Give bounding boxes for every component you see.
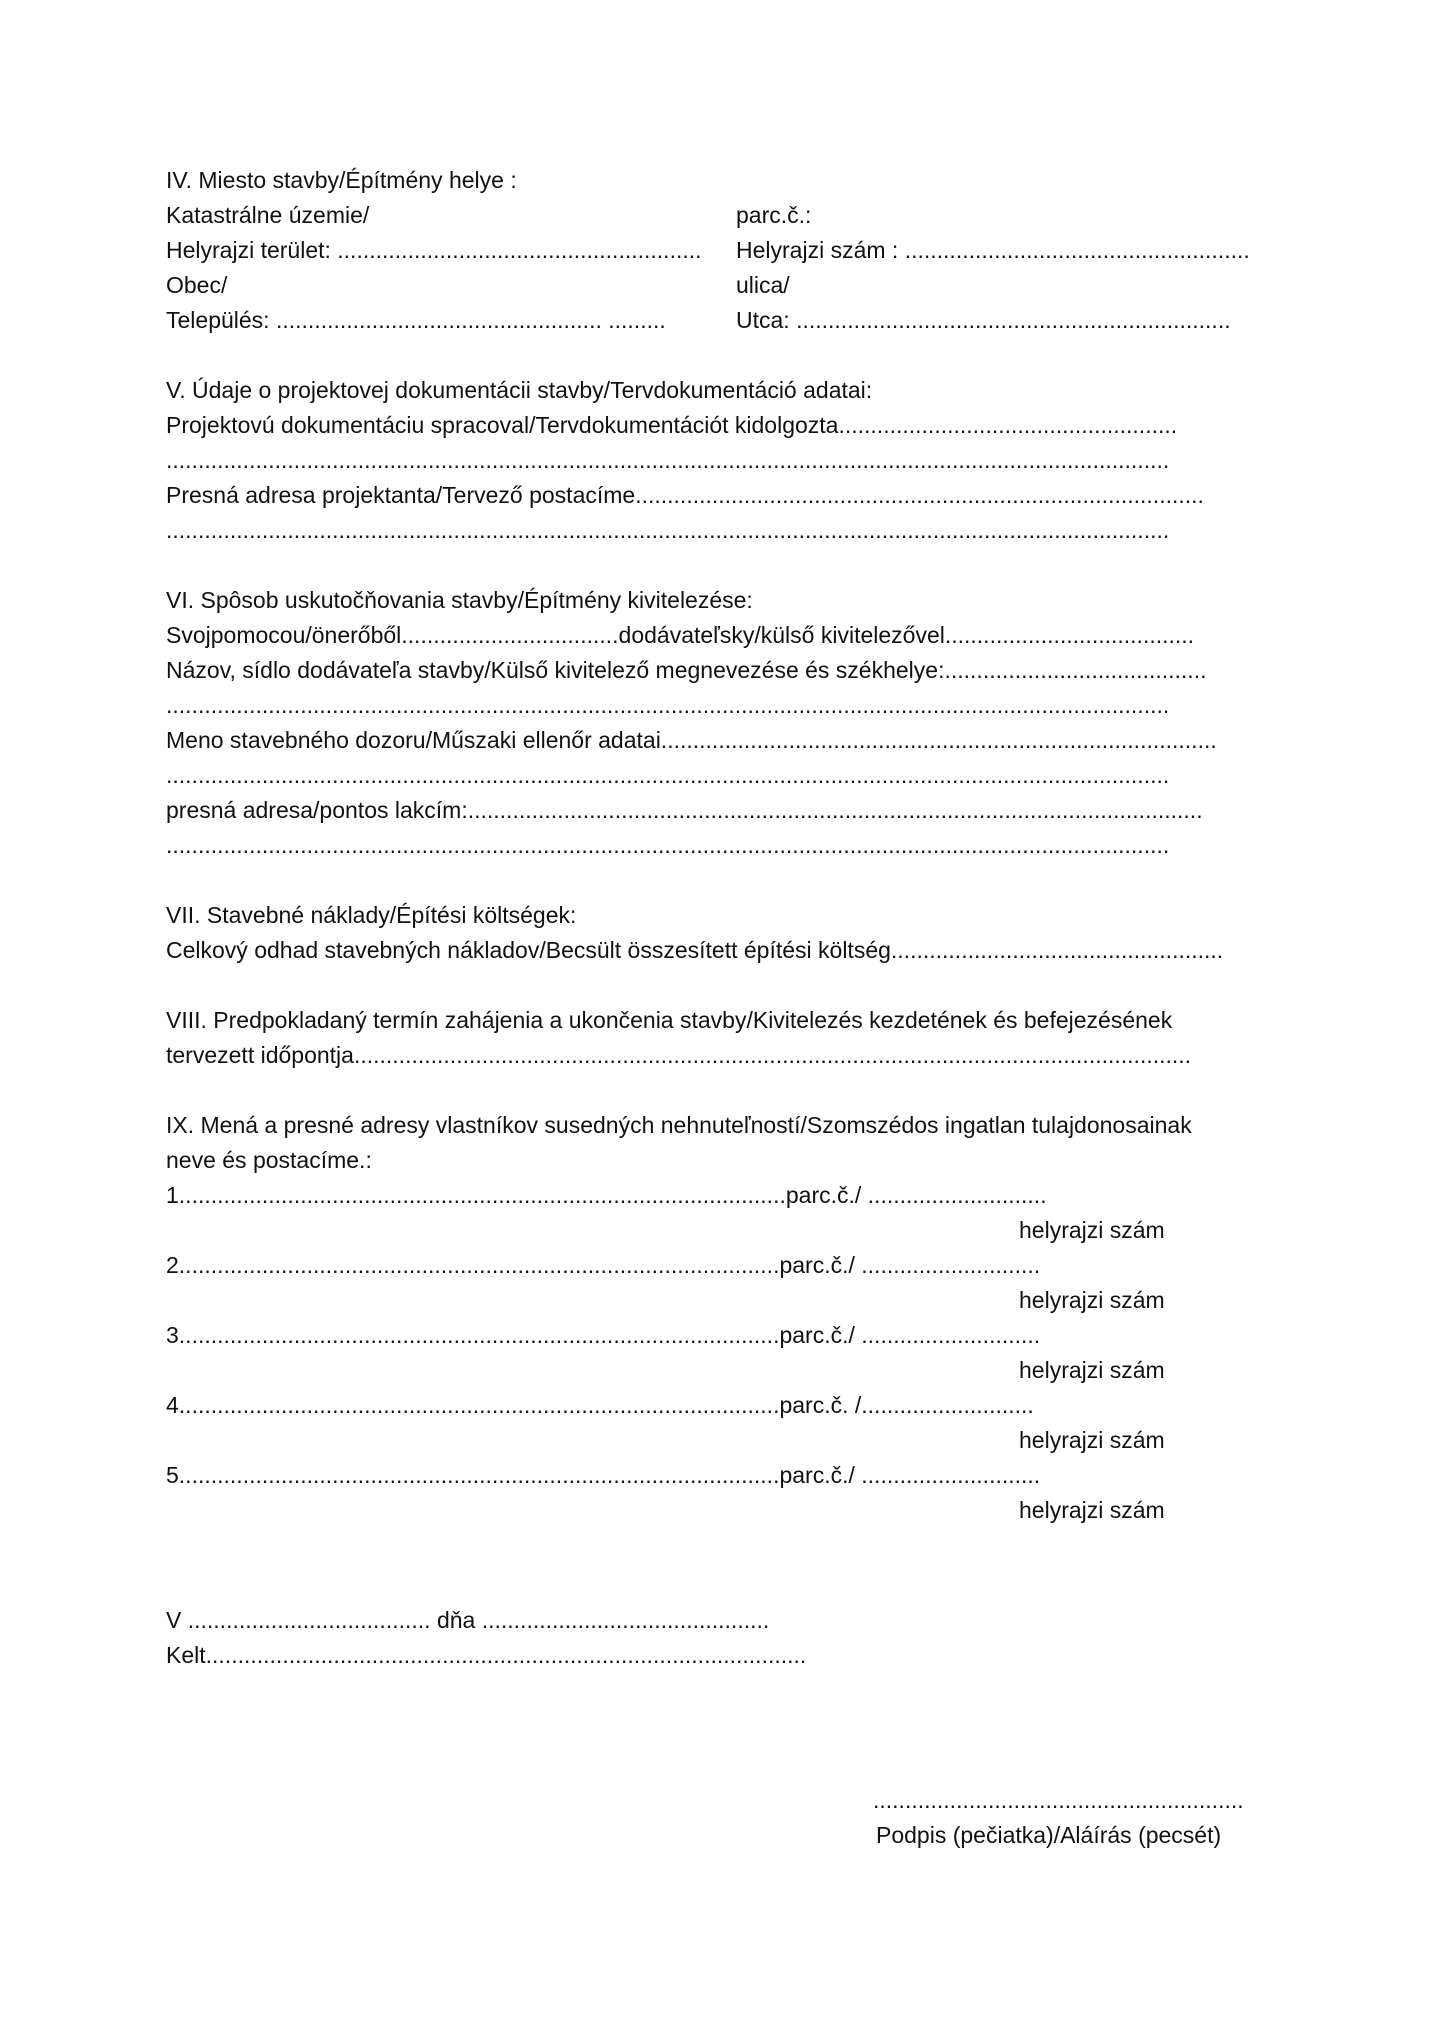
section-ix-heading: IX. Mená a presné adresy vlastníkov susedných nehnuteľností/Szomszédos ingatlan tulajdonosainak xyxy=(166,1112,1192,1138)
neighbor-row-2: 2..............................................................................................parc.č./ ............................ xyxy=(166,1252,1041,1278)
exact-address-field: presná adresa/pontos lakcím:................................................................................................................... xyxy=(166,797,1203,823)
municipality-label: Obec/ xyxy=(166,272,228,298)
section-v-heading: V. Údaje o projektovej dokumentácii stavby/Tervdokumentáció adatai: xyxy=(166,377,873,403)
dotted-line: ............................................................................................................................................................. xyxy=(166,692,1170,718)
dotted-line: ............................................................................................................................................................. xyxy=(166,762,1170,788)
project-documentation-author-field: Projektovú dokumentáciu spracoval/Tervdokumentációt kidolgozta..................................................... xyxy=(166,412,1178,438)
neighbor-row-4: 4..............................................................................................parc.č. /........................... xyxy=(166,1392,1034,1418)
signature-label: Podpis (pečiatka)/Aláírás (pecsét) xyxy=(876,1822,1222,1848)
site-supervisor-field: Meno stavebného dozoru/Műszaki ellenőr adatai....................................................................................... xyxy=(166,727,1217,753)
section-iv-heading: IV. Miesto stavby/Építmény helye : xyxy=(166,167,517,193)
kelt-field: Kelt.............................................................................................. xyxy=(166,1642,807,1668)
street-field: Utca: .................................................................... xyxy=(736,307,1231,333)
contractor-name-field: Názov, sídlo dodávateľa stavby/Külső kivitelező megnevezése és székhelye:......................................... xyxy=(166,657,1207,683)
designer-address-field: Presná adresa projektanta/Tervező postacíme......................................................................................... xyxy=(166,482,1204,508)
dotted-line: ............................................................................................................................................................. xyxy=(166,832,1170,858)
section-viii-heading: VIII. Predpokladaný termín zahájenia a ukončenia stavby/Kivitelezés kezdetének és befejezésének xyxy=(166,1007,1173,1033)
planned-dates-field: tervezett időpontja................................................................................................................................... xyxy=(166,1042,1192,1068)
section-vi-heading: VI. Spôsob uskutočňovania stavby/Építmény kivitelezése: xyxy=(166,587,753,613)
street-label: ulica/ xyxy=(736,272,790,298)
construction-cost-field: Celkový odhad stavebných nákladov/Becsült összesített építési költség.................................................... xyxy=(166,937,1224,963)
municipality-field: Település: ................................................... ......... xyxy=(166,307,666,333)
dotted-line: ............................................................................................................................................................. xyxy=(166,517,1170,543)
section-ix-heading-cont: neve és postacíme.: xyxy=(166,1147,372,1173)
neighbor-row-3: 3..............................................................................................parc.č./ ............................ xyxy=(166,1322,1041,1348)
neighbor-row-1: 1...............................................................................................parc.č./ ............................ xyxy=(166,1182,1047,1208)
cadastral-area-field: Helyrajzi terület: ......................................................... xyxy=(166,237,702,263)
dotted-line: ............................................................................................................................................................. xyxy=(166,447,1170,473)
neighbor-row-1-sublabel: helyrajzi szám xyxy=(1019,1217,1165,1243)
neighbor-row-5: 5..............................................................................................parc.č./ ............................ xyxy=(166,1462,1041,1488)
construction-method-field: Svojpomocou/önerőből..................................dodávateľsky/külső kivitelezővel....................................... xyxy=(166,622,1195,648)
signature-line: .......................................................... xyxy=(873,1787,1244,1813)
parcel-number-field: Helyrajzi szám : ...................................................... xyxy=(736,237,1250,263)
place-date-field: V ...................................... dňa ............................................. xyxy=(166,1607,770,1633)
neighbor-row-4-sublabel: helyrajzi szám xyxy=(1019,1427,1165,1453)
neighbor-row-5-sublabel: helyrajzi szám xyxy=(1019,1497,1165,1523)
cadastral-area-label: Katastrálne územie/ xyxy=(166,202,370,228)
parcel-number-label: parc.č.: xyxy=(736,202,812,228)
neighbor-row-3-sublabel: helyrajzi szám xyxy=(1019,1357,1165,1383)
neighbor-row-2-sublabel: helyrajzi szám xyxy=(1019,1287,1165,1313)
section-vii-heading: VII. Stavebné náklady/Építési költségek: xyxy=(166,902,577,928)
